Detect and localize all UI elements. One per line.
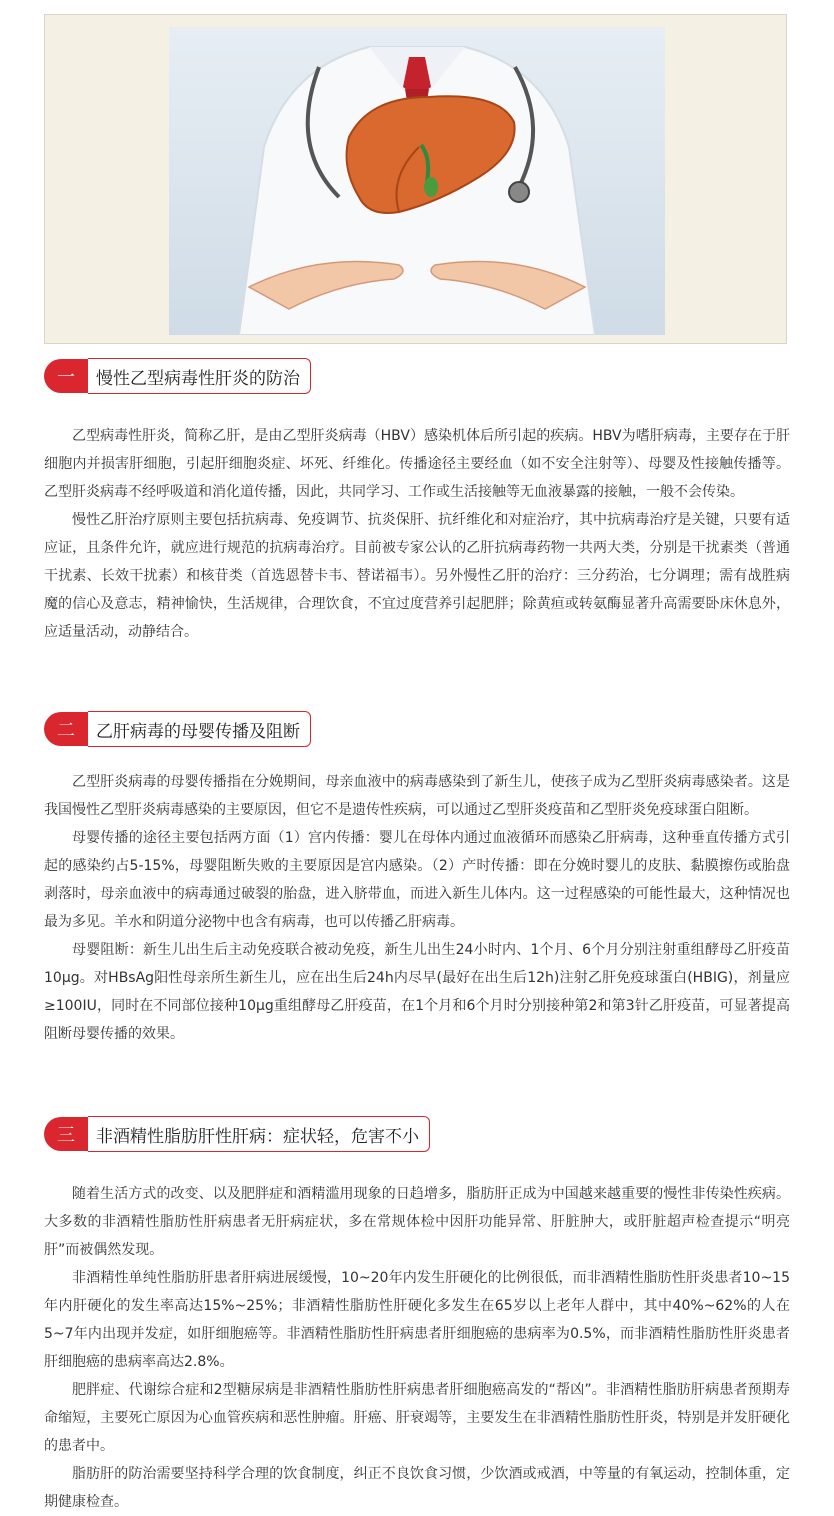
paragraph: 随着生活方式的改变、以及肥胖症和酒精滥用现象的日趋增多，脂肪肝正成为中国越来越重要的慢性非传染性疾病。大多数的非酒精性脂肪性肝病患者无肝病症状，多在常规体检中因肝功能异常、肝脏肿大，或肝脏超声检查提示“明亮肝”而被偶然发现。: [44, 1186, 790, 1258]
paragraph: 脂肪肝的防治需要坚持科学合理的饮食制度，纠正不良饮食习惯，少饮酒或戒酒，中等量的有氧运动，控制体重，定期健康检查。: [44, 1466, 790, 1510]
section-header-1: [44, 358, 311, 394]
section-title: 乙肝病毒的母婴传播及阻断: [88, 711, 311, 747]
paragraph: 慢性乙肝治疗原则主要包括抗病毒、免疫调节、抗炎保肝、抗纤维化和对症治疗，其中抗病毒治疗是关键，只要有适应证，且条件允许，就应进行规范的抗病毒治疗。目前被专家公认的乙肝抗病毒药物一共两大类，分别是干扰素类（普通干扰素、长效干扰素）和核苷类（首选恩替卡韦、替诺福韦）。另外慢性乙肝的治疗：三分药治，七分调理；需有战胜病魔的信心及意志，精神愉快，生活规律，合理饮食，不宜过度营养引起肥胖；除黄疸或转氨酶显著升高需要卧床休息外，应适量活动，动静结合。: [44, 512, 790, 640]
section-badge: 一: [44, 359, 88, 393]
paragraph: 肥胖症、代谢综合症和2型糖尿病是非酒精性脂肪性肝病患者肝细胞癌高发的“帮凶”。非酒精性脂肪肝病患者预期寿命缩短，主要死亡原因为心血管疾病和恶性肿瘤。肝癌、肝衰竭等，主要发生在非酒精性脂肪性肝炎，特别是并发肝硬化的患者中。: [44, 1382, 790, 1454]
paragraph: 乙型病毒性肝炎，简称乙肝，是由乙型肝炎病毒（HBV）感染机体后所引起的疾病。HBV为嗜肝病毒，主要存在于肝细胞内并损害肝细胞，引起肝细胞炎症、坏死、纤维化。传播途径主要经血（如不安全注射等）、母婴及性接触传播等。乙型肝炎病毒不经呼吸道和消化道传播，因此，共同学习、工作或生活接触等无血液暴露的接触，一般不会传染。: [44, 428, 790, 500]
section-badge: 三: [44, 1117, 88, 1151]
section-title: 非酒精性脂肪肝性肝病：症状轻，危害不小: [88, 1116, 430, 1152]
section-body-3: [44, 1180, 790, 1516]
paragraph: 母婴阻断：新生儿出生后主动免疫联合被动免疫，新生儿出生24小时内、1个月、6个月分别注射重组酵母乙肝疫苗10μg。对HBsAg阳性母亲所生新生儿，应在出生后24h内尽早(最好在出生后12h)注射乙肝免疫球蛋白(HBIG)，剂量应≥100IU，同时在不同部位接种10μg重组酵母乙肝疫苗，在1个月和6个月时分别接种第2和第3针乙肝疫苗，可显著提高阻断母婴传播的效果。: [44, 942, 790, 1042]
paragraph: 非酒精性单纯性脂肪肝患者肝病进展缓慢，10~20年内发生肝硬化的比例很低，而非酒精性脂肪性肝炎患者10~15年内肝硬化的发生率高达15%~25%；非酒精性脂肪性肝硬化多发生在65岁以上老年人群中，其中40%~62%的人在5~7年内出现并发症，如肝细胞癌等。非酒精性脂肪性肝病患者肝细胞癌的患病率为0.5%，而非酒精性脂肪性肝炎患者肝细胞癌的患病率高达2.8%。: [44, 1270, 790, 1370]
hero-photo: [169, 27, 665, 335]
paragraph: 乙型肝炎病毒的母婴传播指在分娩期间，母亲血液中的病毒感染到了新生儿，使孩子成为乙型肝炎病毒感染者。这是我国慢性乙型肝炎病毒感染的主要原因，但它不是遗传性疾病，可以通过乙型肝炎疫苗和乙型肝炎免疫球蛋白阻断。: [44, 774, 790, 818]
doctor-liver-illustration: [169, 27, 665, 335]
section-badge: 二: [44, 712, 88, 746]
section-header-3: [44, 1116, 430, 1152]
hero-image-frame: [44, 14, 787, 344]
paragraph: 母婴传播的途径主要包括两方面（1）宫内传播：婴儿在母体内通过血液循环而感染乙肝病毒，这种垂直传播方式引起的感染约占5-15%，母婴阻断失败的主要原因是宫内感染。（2）产时传播：即在分娩时婴儿的皮肤、黏膜擦伤或胎盘剥落时，母亲血液中的病毒通过破裂的胎盘，进入脐带血，而进入新生儿体内。这一过程感染的可能性最大，这种情况也最为多见。羊水和阴道分泌物中也含有病毒，也可以传播乙肝病毒。: [44, 830, 790, 930]
section-body-1: [44, 422, 790, 646]
section-body-2: [44, 768, 790, 1048]
section-title: 慢性乙型病毒性肝炎的防治: [88, 358, 311, 394]
section-header-2: [44, 711, 311, 747]
